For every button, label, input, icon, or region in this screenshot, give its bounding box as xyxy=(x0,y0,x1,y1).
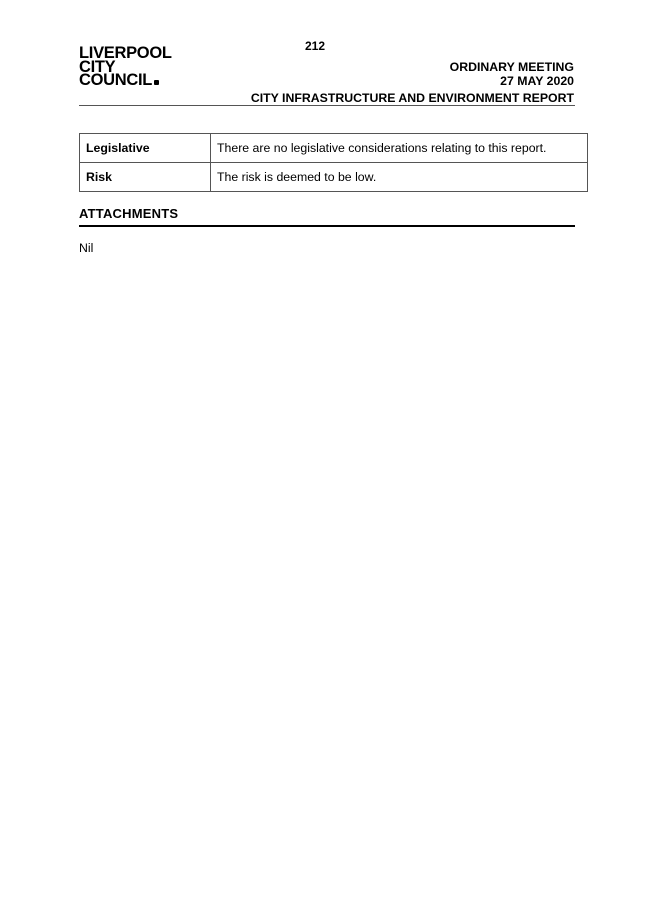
logo-mark-icon xyxy=(154,80,159,85)
logo-line-3: COUNCIL xyxy=(79,71,153,89)
row-label: Risk xyxy=(80,163,211,192)
meeting-date: 27 MAY 2020 xyxy=(500,74,574,88)
table-row xyxy=(80,163,588,192)
considerations-table xyxy=(79,133,588,192)
attachments-body: Nil xyxy=(79,241,94,255)
row-value: The risk is deemed to be low. xyxy=(211,163,588,192)
logo-line-1: LIVERPOOL xyxy=(79,44,172,62)
meeting-title: ORDINARY MEETING xyxy=(449,60,574,74)
document-header xyxy=(251,60,574,105)
header-divider xyxy=(79,105,575,106)
logo-line-2: CITY xyxy=(79,57,116,76)
liverpool-city-council-logo xyxy=(79,44,172,89)
logo-line-3-wrap xyxy=(79,71,172,89)
report-title: CITY INFRASTRUCTURE AND ENVIRONMENT REPORT xyxy=(250,91,574,105)
attachments-heading: ATTACHMENTS xyxy=(79,206,575,227)
row-value: There are no legislative considerations relating to this report. xyxy=(211,134,588,163)
page-number: 212 xyxy=(304,39,326,53)
row-label: Legislative xyxy=(80,134,211,163)
table-row xyxy=(80,134,588,163)
